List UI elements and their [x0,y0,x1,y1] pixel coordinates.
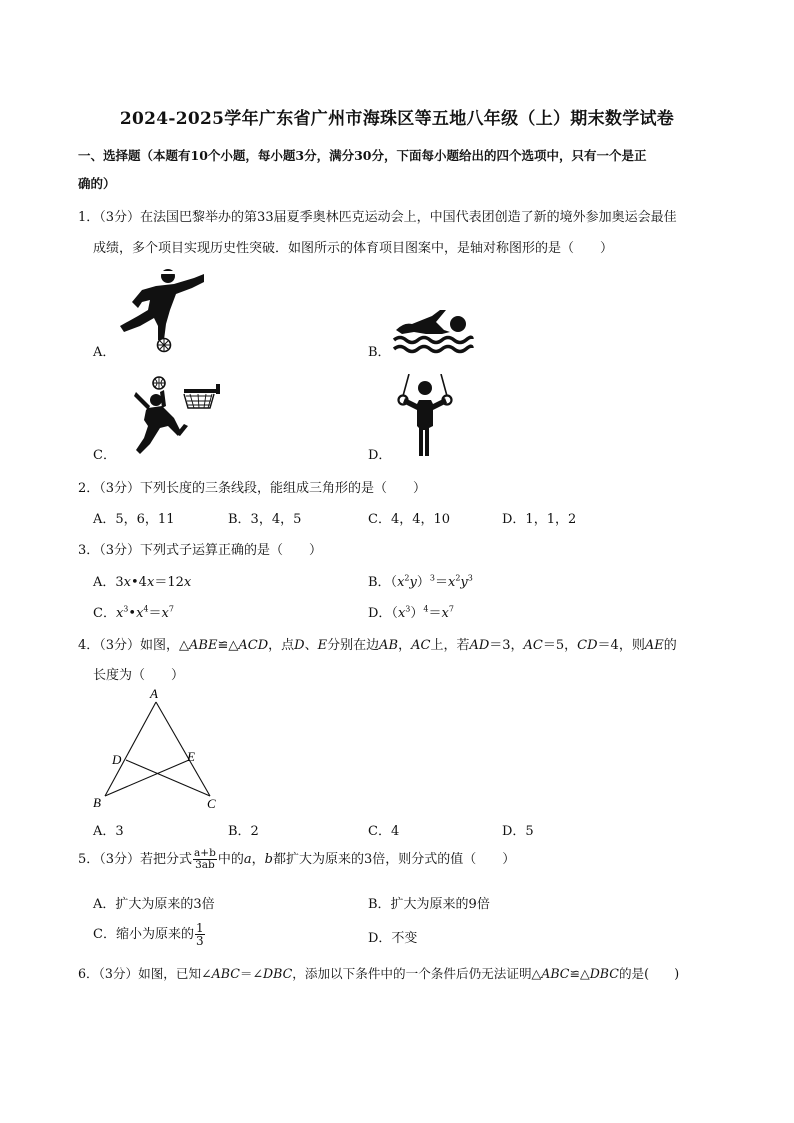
question-3-option-d[interactable]: D．$(x^3)^4=x^7$ [368,604,454,621]
question-5-option-b[interactable]: B．扩大为原来的9倍 [368,897,490,912]
triangle-figure [90,684,225,814]
gymnastics-rings-icon [395,374,455,458]
question-2-option-c[interactable]: C．4，4，10 [368,512,451,527]
question-2-stem: 2．（3分）下列长度的三条线段，能组成三角形的是（ ） [78,481,427,496]
option-b-label[interactable]: B． [368,345,391,360]
question-4-option-a[interactable]: A．3 [93,824,124,839]
swimmer-icon [392,306,474,354]
question-4-option-b[interactable]: B．2 [228,824,259,839]
question-5-option-c[interactable]: C．缩小为原来的 $\frac{1}{3}$ [93,921,204,948]
section-heading-cont: 确的） [78,176,116,191]
option-c-label[interactable]: C． [93,448,116,463]
question-5-option-a[interactable]: A．扩大为原来的3倍 [93,897,215,912]
vertex-label-e: E [187,749,195,764]
fraction-expression: $\frac{a+b}{3ab}$ [194,847,216,871]
question-4-option-c[interactable]: C．4 [368,824,400,839]
question-5-option-d[interactable]: D．不变 [368,931,418,946]
option-a-label[interactable]: A． [93,345,116,360]
section-heading: 一、选择题（本题有10个小题，每小题3分，满分30分，下面每小题给出的四个选项中，只有一个是正 [78,148,647,163]
option-d-label[interactable]: D． [368,448,392,463]
vertex-label-a: A [150,686,158,701]
vertex-label-b: B [93,795,101,810]
vertex-label-d: D [112,752,122,767]
question-5-stem: 5．（3分）若把分式 $\frac{a+b}{3ab}$ 中的a，b都扩大为原来的3倍，则分式的值（ ） [78,847,516,871]
page-title: 2024-2025学年广东省广州市海珠区等五地八年级（上）期末数学试卷 [119,109,675,129]
question-2-option-a[interactable]: A．5，6，11 [93,512,175,527]
soccer-player-icon [118,266,206,356]
question-2-option-d[interactable]: D．1，1，2 [502,512,577,527]
basketball-player-icon [118,374,222,460]
question-3-option-c[interactable]: C．$x^3•x^4=x^7$ [93,604,174,621]
vertex-label-c: C [207,796,216,811]
question-1-stem-cont: 成绩，多个项目实现历史性突破．如图所示的体育项目图案中，是轴对称图形的是（ ） [93,241,614,256]
question-4-stem: 4．（3分）如图，△ABE≌△ACD，点D、E分别在边AB，AC上，若AD＝3，AC＝5，CD＝4，则AE的 [78,638,677,653]
question-3-option-b[interactable]: B．$(x^2y)^3=x^2y^3$ [368,573,473,590]
question-4-stem-cont: 长度为（ ） [93,668,185,683]
question-4-option-d[interactable]: D．5 [502,824,534,839]
question-1-stem: 1．（3分）在法国巴黎举办的第33届夏季奥林匹克运动会上，中国代表团创造了新的境外参加奥运会最佳 [78,210,677,225]
question-3-stem: 3．（3分）下列式子运算正确的是（ ） [78,543,323,558]
question-6-stem: 6．（3分）如图，已知∠ABC＝∠DBC，添加以下条件中的一个条件后仍无法证明△ABC≌△DBC的是( ) [78,966,680,981]
question-2-option-b[interactable]: B．3，4，5 [228,512,302,527]
question-3-option-a[interactable]: A．3x•4x＝12x [93,575,192,590]
